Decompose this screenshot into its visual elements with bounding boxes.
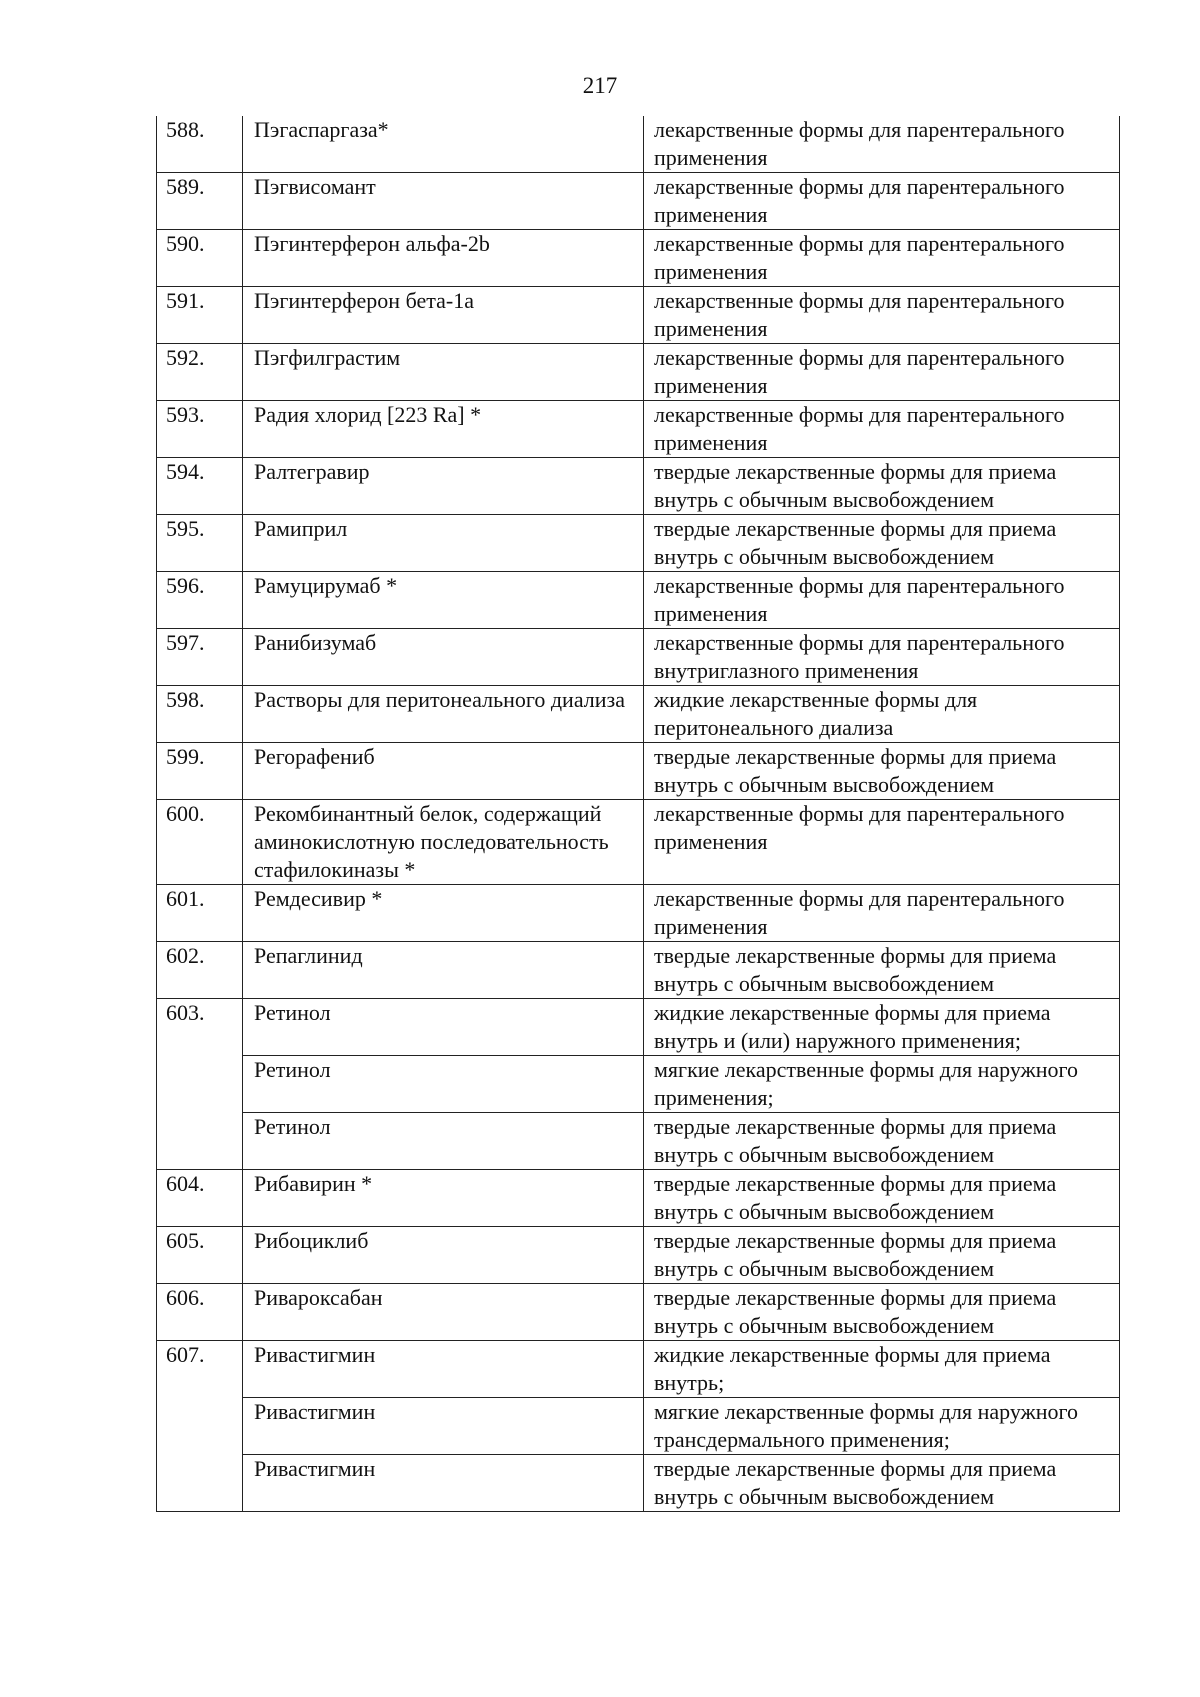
dosage-form: лекарственные формы для парентерального применения (644, 230, 1120, 287)
dosage-form: лекарственные формы для парентерального применения (644, 344, 1120, 401)
table-row (157, 1113, 1120, 1170)
row-number: 592. (157, 344, 243, 401)
row-number: 606. (157, 1284, 243, 1341)
dosage-form: твердые лекарственные формы для приема внутрь с обычным высвобождением (644, 1284, 1120, 1341)
row-number: 601. (157, 885, 243, 942)
row-number: 589. (157, 173, 243, 230)
drug-name: Рибавирин * (243, 1170, 644, 1227)
table-row (157, 401, 1120, 458)
table-row (157, 344, 1120, 401)
row-number: 596. (157, 572, 243, 629)
dosage-form: твердые лекарственные формы для приема внутрь с обычным высвобождением (644, 458, 1120, 515)
row-number: 602. (157, 942, 243, 999)
row-number: 593. (157, 401, 243, 458)
row-number: 607. (157, 1341, 243, 1512)
table-row (157, 1284, 1120, 1341)
drug-name: Ретинол (243, 999, 644, 1056)
dosage-form: твердые лекарственные формы для приема внутрь с обычным высвобождением (644, 1227, 1120, 1284)
dosage-form: твердые лекарственные формы для приема внутрь с обычным высвобождением (644, 743, 1120, 800)
dosage-form: мягкие лекарственные формы для наружного применения; (644, 1056, 1120, 1113)
dosage-form: лекарственные формы для парентерального применения (644, 401, 1120, 458)
drug-name: Пэгаспаргаза* (243, 116, 644, 173)
table-row (157, 515, 1120, 572)
page-number: 217 (582, 73, 618, 98)
dosage-form: твердые лекарственные формы для приема внутрь с обычным высвобождением (644, 1113, 1120, 1170)
dosage-form: жидкие лекарственные формы для приема внутрь и (или) наружного применения; (644, 999, 1120, 1056)
drug-name: Репаглинид (243, 942, 644, 999)
table-row (157, 287, 1120, 344)
table-row (157, 230, 1120, 287)
drug-name: Рекомбинантный белок, содержащий аминокислотную последовательность стафилокиназы * (243, 800, 644, 885)
table-row (157, 686, 1120, 743)
row-number: 598. (157, 686, 243, 743)
table-row (157, 743, 1120, 800)
drug-name: Ралтегравир (243, 458, 644, 515)
drug-name: Ретинол (243, 1056, 644, 1113)
row-number: 605. (157, 1227, 243, 1284)
row-number: 591. (157, 287, 243, 344)
drug-name: Ремдесивир * (243, 885, 644, 942)
drug-name: Растворы для перитонеального диализа (243, 686, 644, 743)
table-row (157, 942, 1120, 999)
table-row (157, 1170, 1120, 1227)
dosage-form: жидкие лекарственные формы для перитонеального диализа (644, 686, 1120, 743)
dosage-form: лекарственные формы для парентерального применения (644, 116, 1120, 173)
drug-name: Пэгинтерферон альфа-2b (243, 230, 644, 287)
drug-name: Регорафениб (243, 743, 644, 800)
drug-name: Ранибизумаб (243, 629, 644, 686)
drug-name: Рибоциклиб (243, 1227, 644, 1284)
drug-name: Пэгфилграстим (243, 344, 644, 401)
dosage-form: твердые лекарственные формы для приема внутрь с обычным высвобождением (644, 1170, 1120, 1227)
table-row (157, 173, 1120, 230)
table-row (157, 116, 1120, 173)
row-number: 597. (157, 629, 243, 686)
dosage-form: лекарственные формы для парентерального применения (644, 173, 1120, 230)
drug-name: Ривастигмин (243, 1398, 644, 1455)
dosage-form: лекарственные формы для парентерального применения (644, 885, 1120, 942)
drug-name: Ретинол (243, 1113, 644, 1170)
dosage-form: лекарственные формы для парентерального применения (644, 572, 1120, 629)
dosage-form: лекарственные формы для парентерального применения (644, 800, 1120, 885)
row-number: 594. (157, 458, 243, 515)
table-row (157, 1455, 1120, 1512)
table-row (157, 999, 1120, 1056)
row-number: 604. (157, 1170, 243, 1227)
drug-table (156, 116, 1120, 1512)
dosage-form: лекарственные формы для парентерального внутриглазного применения (644, 629, 1120, 686)
drug-name: Пэгвисомант (243, 173, 644, 230)
row-number: 599. (157, 743, 243, 800)
drug-name: Ривастигмин (243, 1341, 644, 1398)
drug-name: Ривастигмин (243, 1455, 644, 1512)
drug-table-body (157, 116, 1120, 1512)
table-row (157, 629, 1120, 686)
table-row (157, 800, 1120, 885)
table-row (157, 1227, 1120, 1284)
table-row (157, 572, 1120, 629)
drug-name: Пэгинтерферон бета-1а (243, 287, 644, 344)
row-number: 590. (157, 230, 243, 287)
dosage-form: твердые лекарственные формы для приема внутрь с обычным высвобождением (644, 942, 1120, 999)
table-row (157, 458, 1120, 515)
drug-name: Ривароксабан (243, 1284, 644, 1341)
drug-name: Рамиприл (243, 515, 644, 572)
table-row (157, 1056, 1120, 1113)
table-row (157, 885, 1120, 942)
dosage-form: мягкие лекарственные формы для наружного трансдермального применения; (644, 1398, 1120, 1455)
table-row (157, 1398, 1120, 1455)
dosage-form: жидкие лекарственные формы для приема внутрь; (644, 1341, 1120, 1398)
dosage-form: лекарственные формы для парентерального применения (644, 287, 1120, 344)
row-number: 588. (157, 116, 243, 173)
row-number: 603. (157, 999, 243, 1170)
row-number: 600. (157, 800, 243, 885)
dosage-form: твердые лекарственные формы для приема внутрь с обычным высвобождением (644, 1455, 1120, 1512)
drug-name: Рамуцирумаб * (243, 572, 644, 629)
table-row (157, 1341, 1120, 1398)
drug-name: Радия хлорид [223 Ra] * (243, 401, 644, 458)
dosage-form: твердые лекарственные формы для приема внутрь с обычным высвобождением (644, 515, 1120, 572)
row-number: 595. (157, 515, 243, 572)
